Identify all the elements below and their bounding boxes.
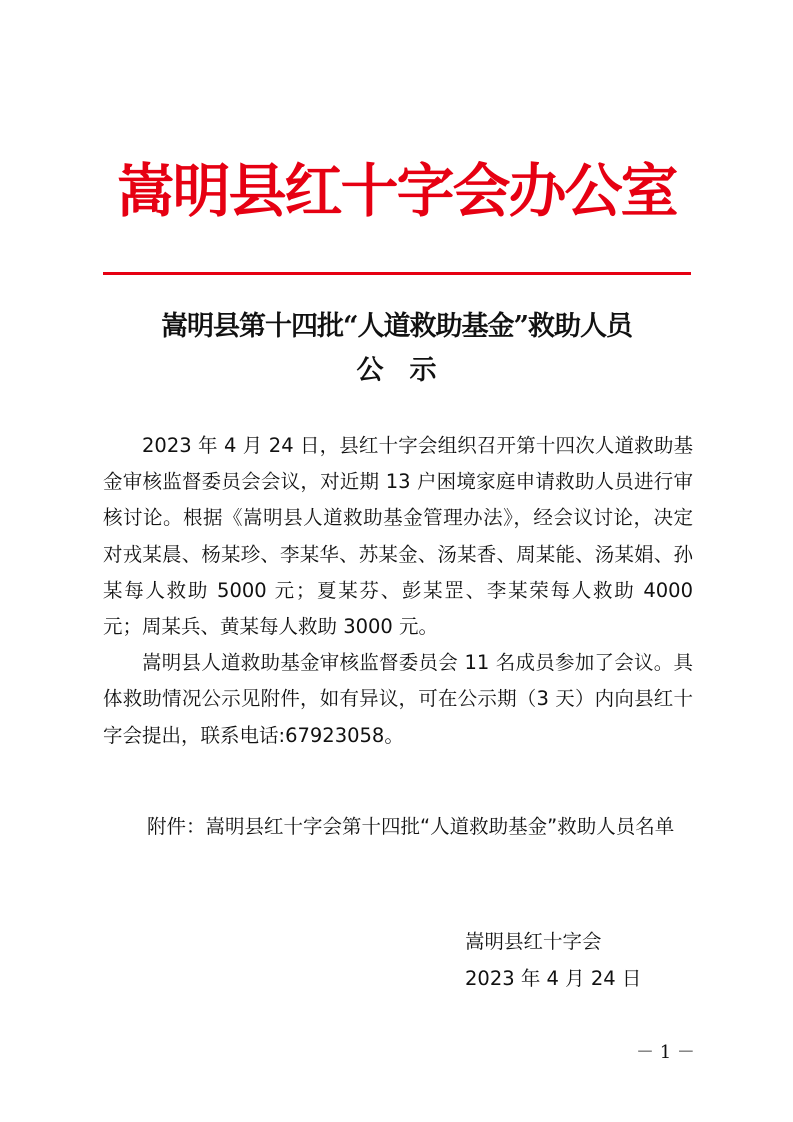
document-title <box>100 305 693 393</box>
body-paragraph-2: 嵩明县人道救助基金审核监督委员会 11 名成员参加了会议。具体救助情况公示见附件，如有异议，可在公示期（3 天）内向县红十字会提出，联系电话:67923058。 <box>103 651 693 747</box>
signature-organization: 嵩明县红十字会 <box>465 930 602 953</box>
body-paragraph-1: 2023 年 4 月 24 日，县红十字会组织召开第十四次人道救助基金审核监督委员会会议，对近期 13 户困境家庭申请救助人员进行审核讨论。根据《嵩明县人道救助基金管理办法》，经会议讨论，决定对戎某晨、杨某珍、李某华、苏某金、汤某香、周某能、汤某娟、孙某每人救助 5000 元；夏某芬、彭某罡、李某荣每人救助 4000 元；周某兵、黄某每人救助 3000 元。 <box>103 434 693 639</box>
attachment-note <box>147 809 693 845</box>
page-number: － 1 － <box>636 1042 695 1063</box>
body-text <box>103 428 693 754</box>
red-divider-line <box>103 272 691 275</box>
organization-header: 嵩明县红十字会办公室 <box>116 157 677 225</box>
attachment-text: 嵩明县红十字会第十四批“人道救助基金”救助人员名单 <box>205 815 675 838</box>
signature-block <box>465 924 641 997</box>
title-line-2: 公示 <box>356 355 463 386</box>
attachment-label: 附件： <box>147 815 206 838</box>
title-line-1: 嵩明县第十四批“人道救助基金”救助人员 <box>160 311 633 342</box>
signature-date: 2023 年 4 月 24 日 <box>465 966 642 990</box>
